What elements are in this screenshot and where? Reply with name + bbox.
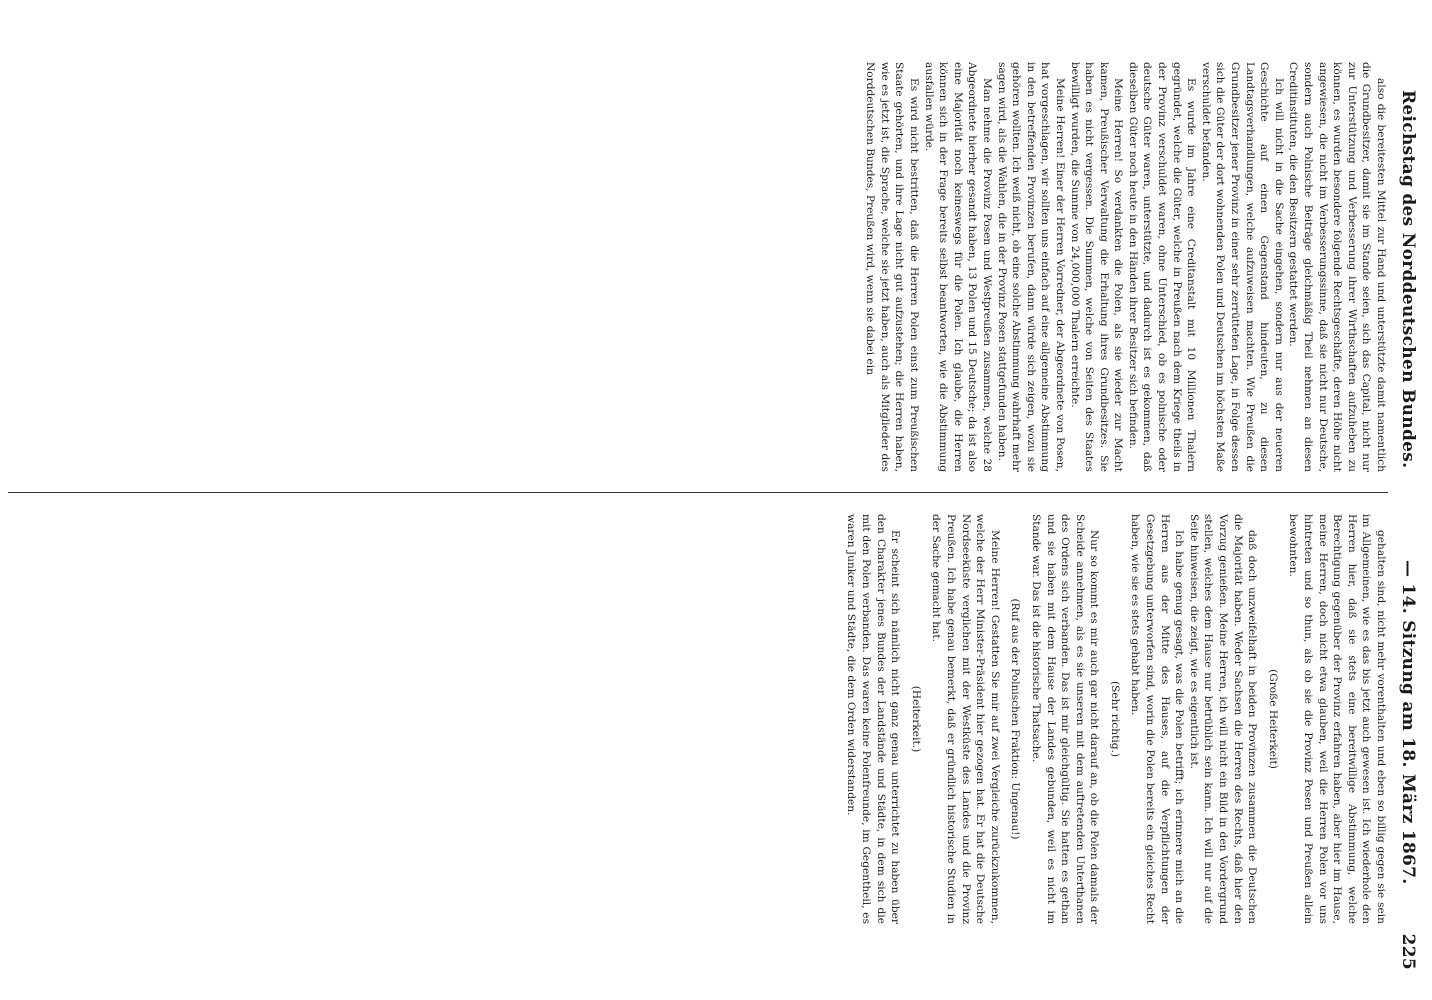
column-divider: [8, 492, 1388, 493]
right-paragraph: gehalten sind, nicht mehr vorenthalten und eben so billig gegen sie sein im Allgemeinen, wie es das bis jetzt auch gewesen ist. Ich wiederhole den Herren hier, daß sie stets eine bereitwillige Abstimmung, welche Berechtigung gegenüber der Provinz erfahren haben, aber hier im Hause, meine Herren, doch nicht etwa glauben, weil die Herren Polen vor uns hintreten und so thun, als ob sie die Provinz Posen und Preußen allein bewohnten.: [1287, 514, 1387, 924]
left-paragraph: Meine Herren! Einer der Herren Vorredner, der Abgeordnete von Posen, hat vorgeschlagen, wir sollten uns einfach auf eine allgemeine Abstimmung in den betreffenden Provinzen berufen, dann würde sich zeigen, wozu sie gehören wollten. Ich weiß nicht, ob eine solche Abstimmung wahrhaft mehr sagen wird, als die Wahlen, die in der Provinz Posen stattgefunden haben.: [995, 62, 1066, 472]
right-paragraph: Meine Herren! Gestatten Sie mir auf zwei Vergleiche zurückzukommen, welche der Herr Minister-Präsident hier gezogen hat. Er hat die Deutsche Nordseeküste verglichen mit der Westküste des Landes und die Provinz Preußen. Ich habe genau bemerkt, daß er gründlich historische Studien in der Sache gemacht hat.: [930, 514, 1001, 924]
left-paragraph: Es wird nicht bestritten, daß die Herren Polen einst zum Preußischen Staate gehörten, und ihre Lage nicht gut aufzustehen; die Herren haben, wie es jetzt ist, die Sprache, welche sie jetzt haben, auch als Mitglieder des Norddeutschen Bundes, Preußen wird, wenn sie dabei ein: [864, 62, 920, 472]
right-paragraph: daß doch unzweifelhaft in beiden Provinzen zusammen die Deutschen die Majorität haben. Weder Sachsen die Herren des Rechts, daß hier den Vorzug genießen. Meine Herren, ich will nicht ein Bild in den Vordergrund stellen, welches dem Hause nur betrüblich sein kann. Ich will nur auf die Seite hinweisen, die zeigt, wie es eigentlich ist.: [1187, 514, 1259, 924]
right-paragraph: Er scheint sich nämlich nicht ganz genau unterrichtet zu haben über den Charakter jenes Bundes der Landstände und Städte, in dem sich die mit den Polen verbanden. Das waren keine Polenfreunde, im Gegentheil, es waren Junker und Städte, die dem Orden widerstanden.: [845, 514, 902, 924]
interjection: (Sehr richtig.): [1108, 680, 1121, 758]
right-paragraph: Nur so kommt es mir auch gar nicht darauf an, ob die Polen damals der Scheide annehmen, als es sie unseren mit dem auftretenden Unterthanen des Ordens sich verbanden. Das ist mir gleichgültig. Sie hatten es gethan und sie haben mit dem Hause der Landes gebunden, weil es nicht im Stande war. Das ist die historische Thatsache.: [1029, 514, 1101, 924]
page-number: 225: [1398, 933, 1418, 970]
interjection: (Heiterkeit.): [909, 685, 922, 753]
left-paragraph: Ich will nicht in die Sache eingehen, sondern nur aus der neueren Geschichte auf einen Gegenstand hindeuten, zu diesen Landtagsverhandlungen, welche aufzuweisen machten. Wie Preußen die Grundbesitzer jener Provinz in einer sehr zerrütteten Lage, in Folge dessen sich die Güter der dort wohnenden Polen und Deutschen im höchsten Maße verschuldet befanden.: [1199, 62, 1285, 472]
left-column: [38, 62, 1388, 472]
header-publication: Reichstag des Norddeutschen Bundes.: [1398, 90, 1418, 469]
left-paragraph: Meine Herren! So verdankten die Polen, als sie wieder zur Macht kamen, Preußischer Verwaltung die Erhaltung ihres Grundbesitzes. Sie haben es nicht vergessen. Die Summen, welche von Seiten des Staates bewilligt wurden, die Summe von 24,000,000 Thalern erreichte.: [1068, 62, 1125, 472]
left-paragraph: Man nehme die Provinz Posen und Westpreußen zusammen, welche 28 Abgeordnete hierher gesandt haben, 13 Polen und 15 Deutsche; da ist also eine Majorität noch keineswegs für die Polen. Ich glaube, die Herren können sich in der Frage bereits selbst beantworten, wie die Abstimmung ausfallen würde.: [922, 62, 993, 472]
left-paragraph: also die bereitesten Mittel zur Hand und unterstützte damit namentlich die Grundbesitzer, damit sie im Stande seien, sich das Capital, nicht nur zur Unterstützung und Verbesserung ihrer Wirthschaften aufzuheben zu können, es wurden besondere folgende Rechtsgeschäfte, deren Höhe nicht angewiesen, die nicht im Verbesserungssinne, daß sie nicht nur Deutsche, sondern auch Polnische Beiträge gleichmäßig Theil nehmen an diesen Creditinstituten, die den Besitzern gestattet werden.: [1287, 62, 1387, 472]
interjection: (Große Heiterkeit): [1266, 669, 1279, 769]
left-paragraph: Es wurde im Jahre eine Creditanstalt mit 10 Millionen Thalern gegründet, welche die Güter, welche in Preußen nach dem Kriege theils in der Provinz verschuldet waren, ohne Unterschied, ob es polnische oder deutsche Güter waren, unterstützte, und dadurch ist es gekommen, daß dieselben Güter noch heute in den Händen ihrer Besitzer sich befinden.: [1126, 62, 1198, 472]
right-column: [688, 514, 1388, 924]
header-session: — 14. Sitzung am 18. März 1867.: [1398, 560, 1418, 885]
interjection: (Ruf aus der Polnischen Fraktion: Ungenau!): [1009, 598, 1022, 840]
right-paragraph: Ich habe genug gesagt, was die Polen betrifft; ich erinnere mich an die Herren aus der Mitte des Hauses, auf die Verpflichtungen der Gesetzgebung unterworfen sind, worin die Polen bereits ein gleiches Recht haben, wie sie es stets gehabt haben.: [1129, 514, 1186, 924]
page-header: [1390, 40, 1424, 970]
